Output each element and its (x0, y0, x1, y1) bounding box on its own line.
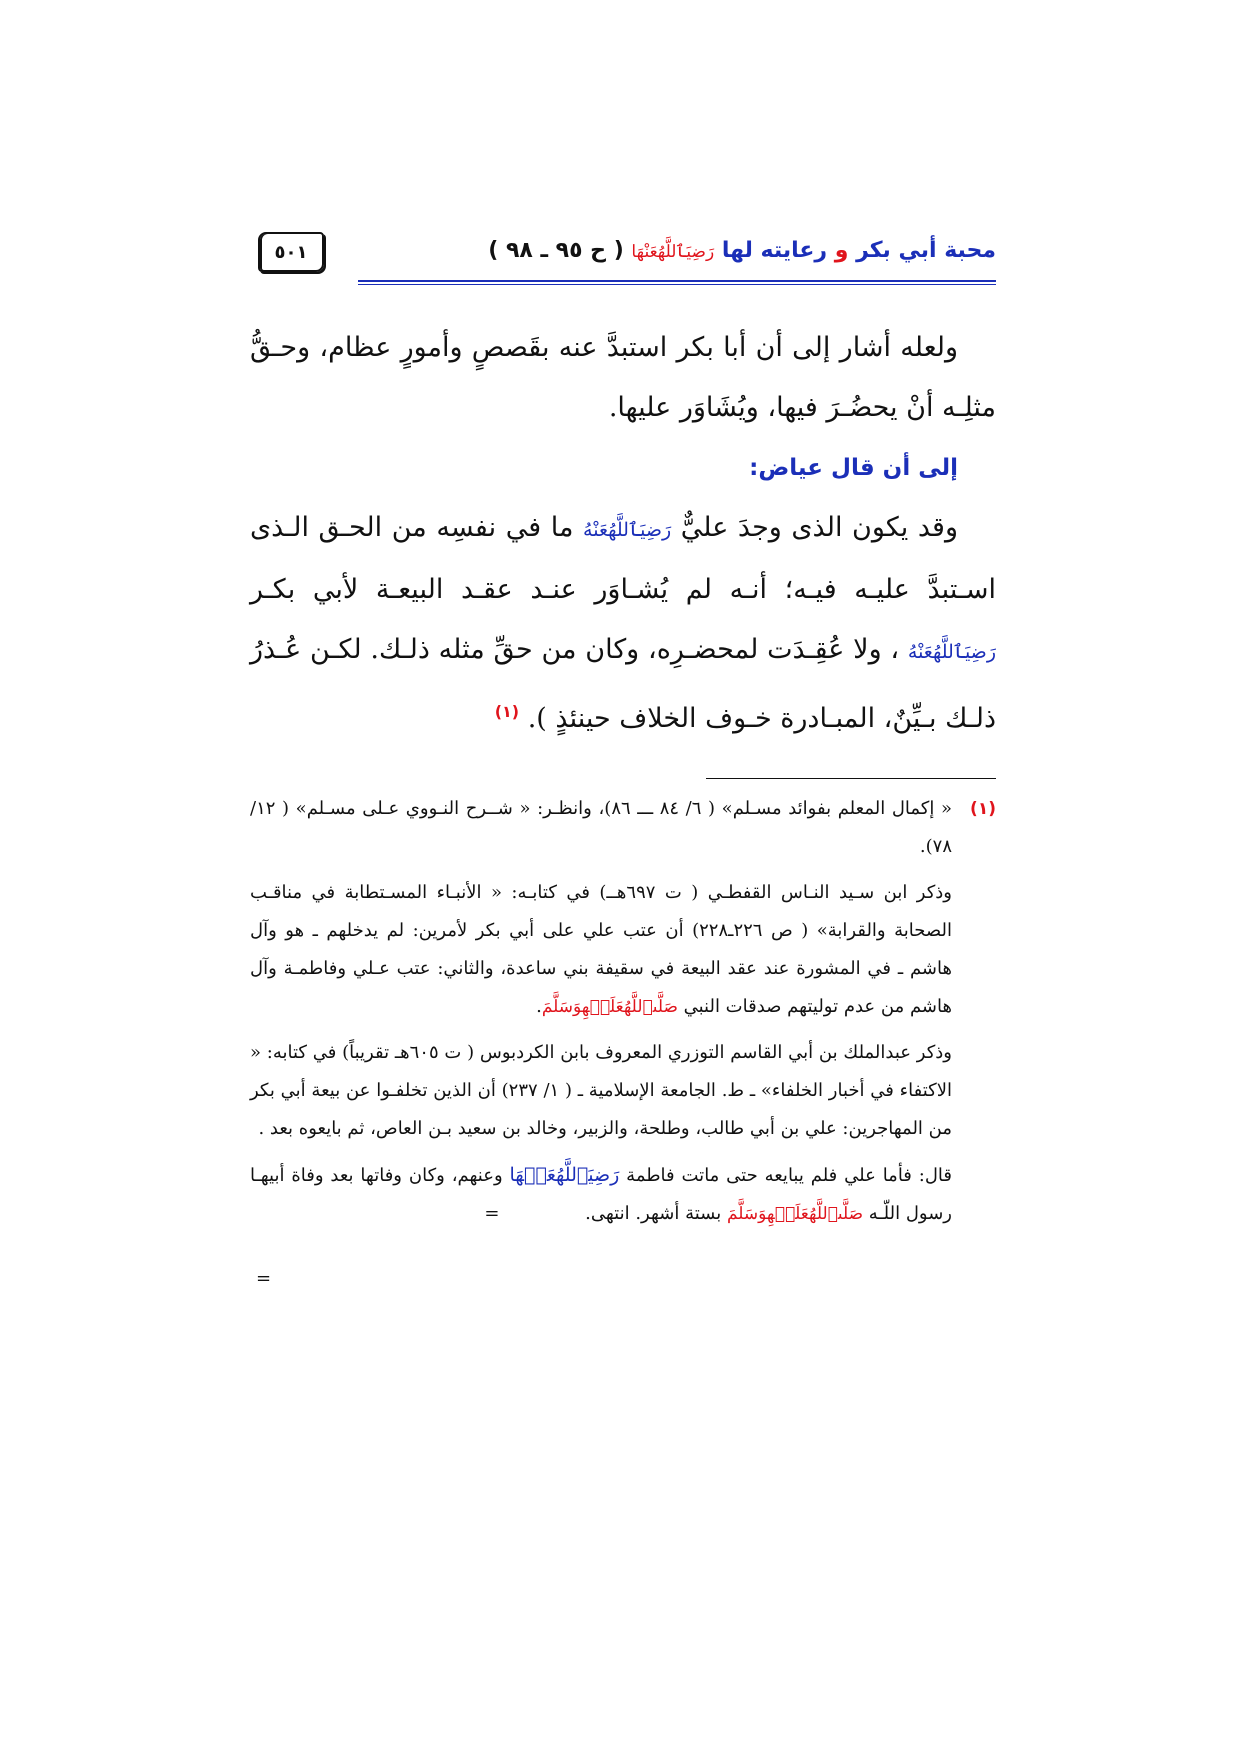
continuation-mark: = (484, 1203, 500, 1224)
qal-text-a: قال: فأما علي فلم يبايعه حتى ماتت فاطمة (619, 1165, 952, 1186)
running-title (488, 238, 996, 263)
subheading: إلى أن قال عياض: (749, 455, 958, 481)
footnote-reference[interactable]: (١) (494, 702, 520, 721)
honorific-prophet-2: صَلَّىٱللَّهُعَلَيۡهِوَسَلَّمَ (726, 1204, 864, 1224)
honorific-1: رَضِيَٱللَّهُعَنْهُ (583, 519, 672, 541)
footnote-1-text: « إكمال المعلم بفوائد مسـلم» ( ٦/ ٨٤ ـــ ٨٦)، وانظـر: « شــرح النـووي عـلى مسـلم» ( ١٢/ ٧٨). (250, 798, 953, 857)
qiftee-text: وذكر ابن سـيد النـاس القفطـي ( ت ٦٩٧هــ) في كتابـه: « الأنبـاء المسـتطابة في مناقـب الصحابة والقرابة» ( ص ٢٢٦ـ٢٢٨) أن عتب علي على أبي بكر لأمرين: لم يدخلهم ـ هو وآل هاشم ـ في المشورة عند عقد البيعة في سقيفة بني ساعدة، والثاني: عتب عـلي وفاطمـة وآل هاشم من عدم توليتهم صدقات النبي (250, 882, 952, 1017)
kardabus-text: وذكر عبدالملك بن أبي القاسم التوزري المعروف بابن الكردبوس ( ت ٦٠٥هـ تقريباً) في كتابه: « الاكتفاء في أخبار الخلفاء» ـ ط. الجامعة الإسلامية ـ ( ١/ ٢٣٧) أن الذين تخلفـوا عن بيعة أبي بكر من المهاجرين: علي بن أبي طالب، وطلحة، والزبير، وخالد بن سعيد بـن العاص، ثم بايعوه بعد . (250, 1042, 952, 1139)
paragraph-2 (250, 498, 996, 749)
honorific-prophet-1: صَلَّىٱللَّهُعَلَيۡهِوَسَلَّمَ (541, 997, 678, 1017)
title-part-2: و (827, 238, 857, 263)
honorific-2: رَضِيَٱللَّهُعَنْهُ (907, 641, 996, 663)
qal-text-b: وعنهم، وكان وفاتها بعد وفاة أبيهـا رسول اللّـه (250, 1165, 952, 1224)
p2-text-b: ما في نفسِه من الحـق الـذى اسـتبدَّ عليـه فيـه؛ أنـه لم يُشـاوَر عنـد عقـد البيعـة لأبي بكـر (250, 512, 996, 605)
p2-text-a: وقد يكون الذى وجدَ عليٌّ (671, 512, 958, 543)
footnote-number: (١) (970, 799, 996, 819)
footnote-paragraph-qiftee (250, 874, 996, 1026)
footnotes (250, 790, 996, 1241)
honorific-fatima: رَضِيَٱللَّهُعَنۡهَا (509, 1164, 620, 1186)
qiftee-end: . (536, 996, 542, 1017)
continuation-mark-bottom: = (256, 1268, 272, 1289)
title-part-1: محبة أبي بكر (856, 238, 996, 263)
footnote-paragraph-kardabus (250, 1034, 996, 1148)
page-number-text: ٥٠١ (274, 241, 308, 263)
page-number (258, 232, 324, 272)
paragraph-1: ولعله أشار إلى أن أبا بكر استبدَّ عنه بقَصصٍ وأمورٍ عظام، وحـقُّ مثلِـه أنْ يحضُـرَ فيها، ويُشَاوَر عليها. (250, 332, 996, 423)
header-rule (358, 280, 996, 285)
hadith-range: ( ح ٩٥ ـ ٩٨ ) (488, 238, 624, 263)
page-header (258, 232, 996, 288)
footnote-separator (706, 778, 996, 779)
qal-text-c: بستة أشهر. انتهى. (585, 1203, 727, 1224)
footnote-1 (250, 790, 996, 866)
title-part-3: رعايته لها (721, 238, 828, 263)
p2-text-c: ، ولا عُقِـدَت لمحضـرِه، وكان من حقِّ مثله ذلـك. لكـن عُـذرُ ذلـك بـيِّنٌ، المبـادرة خـوف الخلاف حينئذٍ ). (250, 634, 996, 734)
footnote-paragraph-qal (250, 1156, 996, 1233)
title-honorific: رَضِيَٱللَّهُعَنْهَا (631, 242, 715, 262)
main-text (250, 318, 996, 749)
